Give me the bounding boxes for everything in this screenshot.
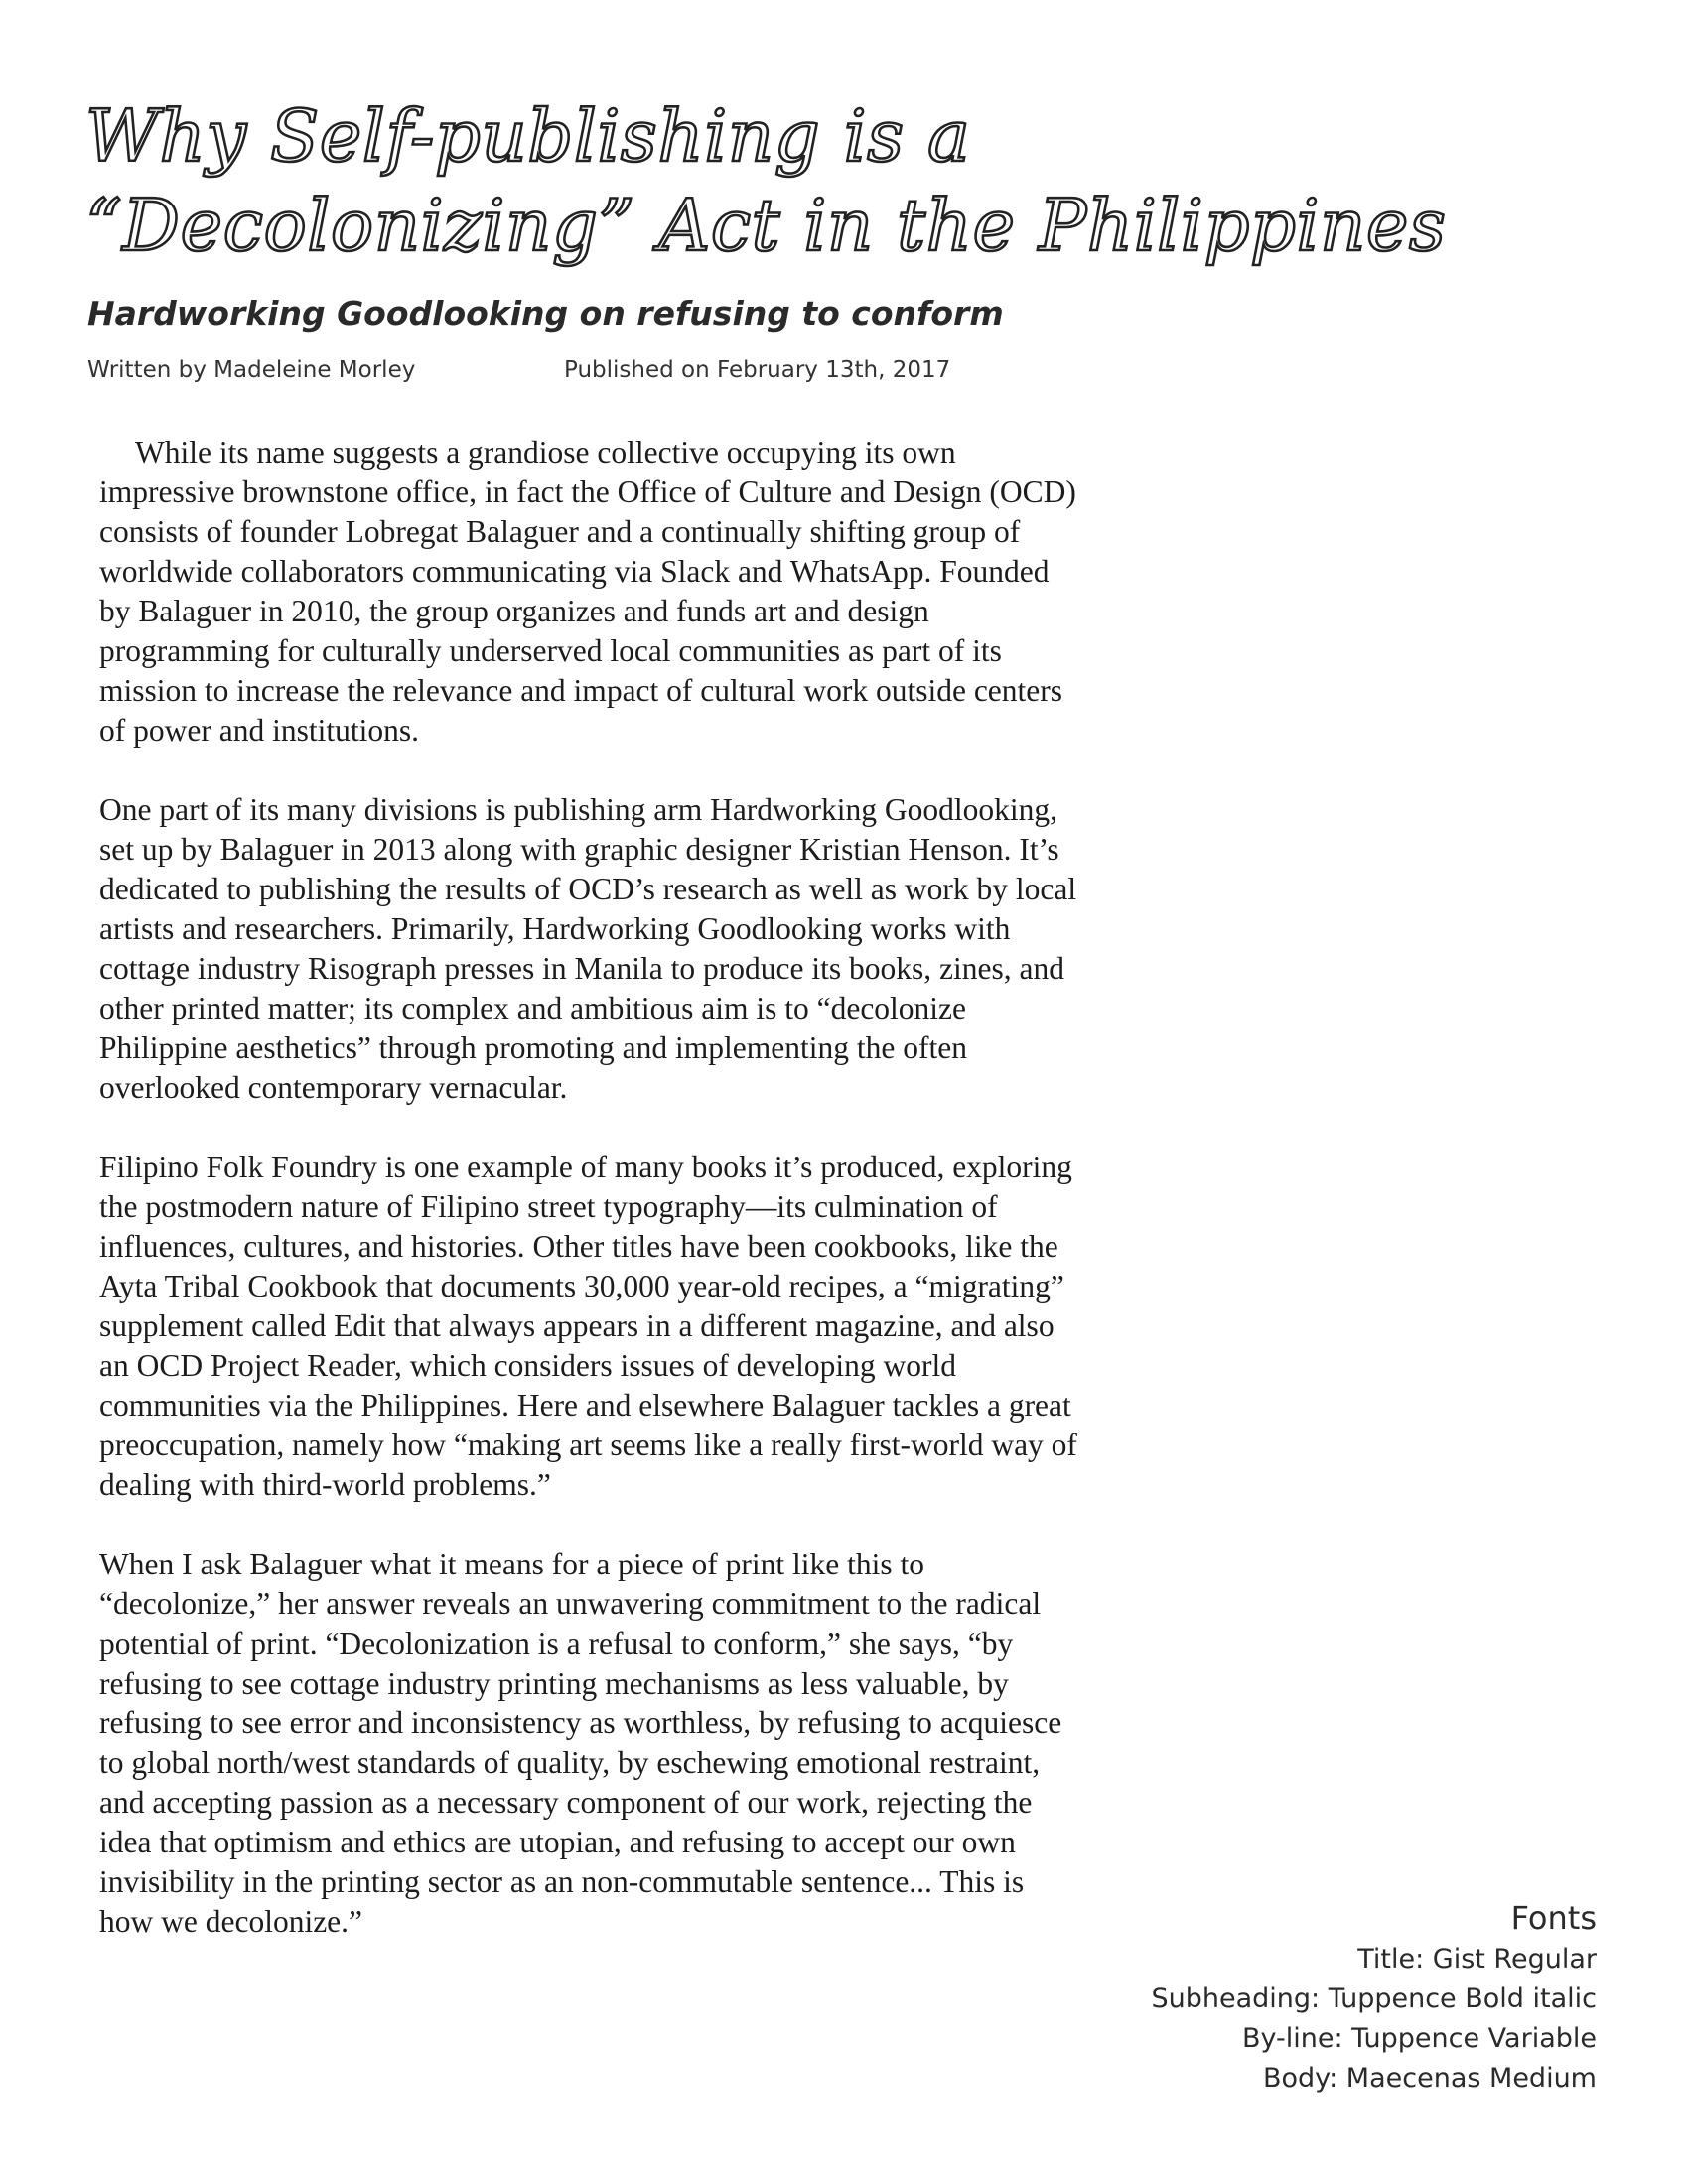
body-paragraph-1: While its name suggests a grandiose collective occupying its own impressive brownstone office, in fact the Office of Culture and Design (OCD) consists of founder Lobregat Balaguer and a continually shifting group of worldwide collaborators communicating via Slack and WhatsApp. Founded by Balaguer in 2010, the group organizes and funds art and design programming for culturally underserved local communities as part of its mission to increase the relevance and impact of cultural work outside centers of power and institutions. bbox=[99, 435, 1076, 748]
article-title-line-1: Why Self-publishing is a bbox=[85, 94, 971, 178]
byline bbox=[87, 355, 951, 385]
article-title bbox=[85, 91, 1575, 270]
byline-published-date: Published on February 13th, 2017 bbox=[564, 357, 951, 383]
fonts-note-title: Title: Gist Regular bbox=[1357, 1944, 1597, 1975]
fonts-note-body: Body: Maecenas Medium bbox=[1262, 2063, 1597, 2094]
article-title-line-2: “Decolonizing” Act in the Philippines bbox=[85, 184, 1447, 267]
fonts-note-heading: Fonts bbox=[1510, 1899, 1597, 1937]
byline-author: Written by Madeleine Morley bbox=[87, 357, 416, 383]
body-paragraph-2: One part of its many divisions is publishing arm Hardworking Goodlooking, set up by Balaguer in 2013 along with graphic designer Kristian Henson. It’s dedicated to publishing the results of OCD’s research as well as work by local artists and researchers. Primarily, Hardworking Goodlooking works with cottage industry Risograph presses in Manila to produce its books, zines, and other printed matter; its complex and ambitious aim is to “decolonize Philippine aesthetics” through promoting and implementing the often overlooked contemporary vernacular. bbox=[99, 792, 1077, 1105]
fonts-note bbox=[1151, 1896, 1597, 2099]
body-paragraph-3: Filipino Folk Foundry is one example of many books it’s produced, exploring the postmodern nature of Filipino street typography—its culmination of influences, cultures, and histories. Other titles have been cookbooks, like the Ayta Tribal Cookbook that documents 30,000 year-old recipes, a “migrating” supplement called Edit that always appears in a different magazine, and also an OCD Project Reader, which considers issues of developing world communities via the Philippines. Here and elsewhere Balaguer tackles a great preoccupation, namely how “making art seems like a really first-world way of dealing with third-world problems.” bbox=[99, 1150, 1077, 1502]
body-paragraph-4: When I ask Balaguer what it means for a piece of print like this to “decolonize,” her answer reveals an unwavering commitment to the radical potential of print. “Decolonization is a refusal to conform,” she says, “by refusing to see cottage industry printing mechanisms as less valuable, by refusing to see error and inconsistency as worthless, by refusing to acquiesce to global north/west standards of quality, by eschewing emotional restraint, and accepting passion as a necessary component of our work, rejecting the idea that optimism and ethics are utopian, and refusing to accept our own invisibility in the printing sector as an non-commutable sentence... This is how we decolonize.” bbox=[99, 1547, 1062, 1939]
fonts-note-byline: By-line: Tuppence Variable bbox=[1241, 2023, 1597, 2054]
article-subheading: Hardworking Goodlooking on refusing to conform bbox=[87, 294, 1004, 333]
fonts-note-subheading: Subheading: Tuppence Bold italic bbox=[1151, 1983, 1597, 2014]
article-body bbox=[99, 433, 1082, 1981]
